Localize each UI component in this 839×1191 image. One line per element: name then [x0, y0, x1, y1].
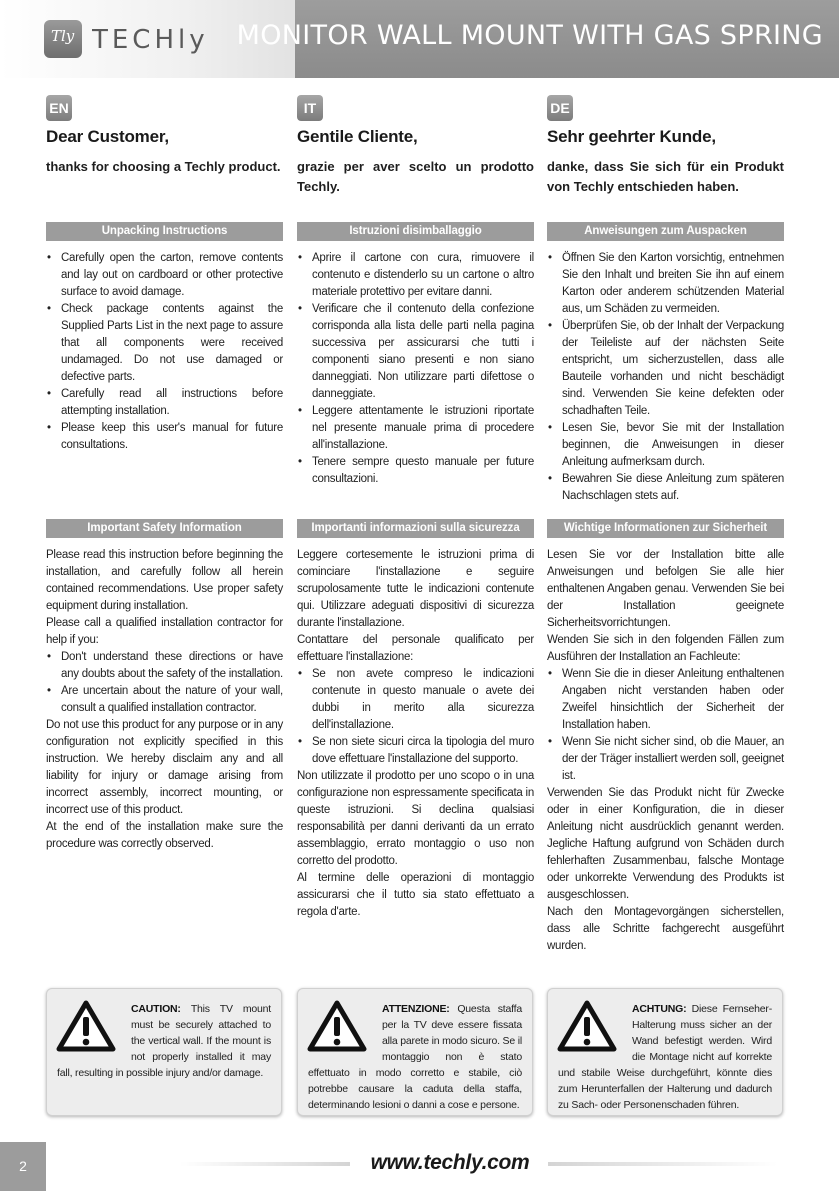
- lang-badge-it: IT: [297, 95, 323, 121]
- list-item: • Öffnen Sie den Karton vorsichtig, entnehmen Sie den Inhalt und breiten Sie ihn auf einem Karton oder anderem schützenden Material aus, um Schäden zu vermeiden.: [547, 250, 784, 318]
- list-item: • Are uncertain about the nature of your wall, consult a qualified installation contractor.: [46, 683, 283, 717]
- list-item: • Se non siete sicuri circa la tipologia del muro dove effettuare l'installazione del supporto.: [297, 734, 534, 768]
- website-link[interactable]: www.techly.com: [370, 1151, 530, 1174]
- caution-text-en: [57, 1001, 271, 1081]
- paragraph: Wenden Sie sich in den folgenden Fällen zum Ausführen der Installation an Fachleute:: [547, 634, 784, 663]
- safety-body-en: [46, 547, 283, 853]
- paragraph: Nach den Montagevorgängen sicherstellen, dass alle Schritte fachgerecht ausgeführt wurden.: [547, 906, 784, 952]
- lang-badge-de: DE: [547, 95, 573, 121]
- thanks-it: grazie per aver scelto un prodotto Techly.: [297, 159, 534, 194]
- list-item: • Se non avete compreso le indicazioni contenute in questo manuale o avete dei dubbi in merito alla sicurezza dell'installazione.: [297, 666, 534, 734]
- safety-list-en: [46, 649, 283, 717]
- greeting-de: Sehr geehrter Kunde,: [547, 127, 716, 146]
- techly-logo-mark: [44, 20, 82, 58]
- logo-mark-text: Tly: [51, 27, 75, 45]
- unpacking-title-de: Anweisungen zum Auspacken: [547, 222, 784, 241]
- caution-body-en: This TV mount must be securely attached to the vertical wall. If the mount is not properly installed it may fall, resulting in possible injury and/or damage.: [57, 1003, 272, 1079]
- list-item: • Aprire il cartone con cura, rimuovere il contenuto e distenderlo su un cartone o altro materiale protettivo per evitare danni.: [297, 250, 534, 301]
- paragraph: Verwenden Sie das Produkt nicht für Zwecke oder in einer Konfiguration, die in dieser Anleitung nicht ausdrücklich genannt werden. Jegliche Haftung aufgrund von Schäden durch fehlerhaften Zusammenbau, falsche Montage oder unkorrekte Verwendung des Produkts ist ausgeschlossen.: [547, 787, 784, 901]
- list-item: • Don't understand these directions or have any doubts about the safety of the installation.: [46, 649, 283, 683]
- greeting-it: Gentile Cliente,: [297, 127, 418, 146]
- paragraph: Please call a qualified installation contractor for help if you:: [46, 617, 283, 646]
- caution-body-de: Diese Fernseher-Halterung muss sicher an der Wand befestigt werden. Wird die Montage nicht auf korrekte und stabile Weise durchgeführt, könnte dies zum Herunterfallen der Halterung und dadurch zu Sach- oder Personenschaden führen.: [558, 1003, 772, 1111]
- paragraph: At the end of the installation make sure the procedure was correctly observed.: [46, 821, 283, 850]
- safety-title-de: Wichtige Informationen zur Sicherheit: [547, 519, 784, 538]
- thanks-en: thanks for choosing a Techly product.: [46, 159, 281, 174]
- safety-body-it: [297, 547, 534, 921]
- paragraph: Contattare del personale qualificato per effettuare l'installazione:: [297, 634, 534, 663]
- paragraph: Leggere cortesemente le istruzioni prima di cominciare l'installazione e seguire scrupolosamente tutte le indicazioni contenute qui. Utilizzare adeguati dispositivi di sicurezza durante l'installazione.: [297, 549, 534, 629]
- title-bar: [236, 0, 839, 78]
- paragraph: Do not use this product for any purpose or in any configuration not explicitly specified in this instruction. We hereby disclaim any and all liability for injury or damage arising from incorrect assembly, incorrect mounting, or incorrect use of this product.: [46, 719, 283, 816]
- paragraph: Lesen Sie vor der Installation bitte alle Anweisungen und befolgen Sie alle hier enthaltenen Angaben genau. Verwenden Sie bei der Installation geeignete Sicherheitsvorrichtungen.: [547, 549, 784, 629]
- unpacking-list-it: [297, 250, 534, 488]
- safety-body-de: [547, 547, 784, 955]
- caution-text-it: [308, 1001, 522, 1113]
- logo-wordmark-text: TECHly: [92, 25, 209, 55]
- greeting-en: Dear Customer,: [46, 127, 169, 146]
- paragraph: Al termine delle operazioni di montaggio assicurarsi che il tutto sia stato effettuato a regola d'arte.: [297, 872, 534, 918]
- caution-body-it: Questa staffa per la TV deve essere fissata alla parete in modo sicuro. Se il montaggio non è stato effettuato in modo corretto e stabile, ciò potrebbe causare la caduta della staffa, determinando lesioni o danni a cose e persone.: [308, 1003, 522, 1111]
- caution-label-en: CAUTION:: [131, 1003, 181, 1015]
- caution-label-it: ATTENZIONE:: [382, 1003, 450, 1015]
- list-item: • Wenn Sie nicht sicher sind, ob die Mauer, an der der Träger installiert werden soll, geeignet ist.: [547, 734, 784, 785]
- page-title: MONITOR WALL MOUNT WITH GAS SPRING: [236, 20, 823, 51]
- list-item: • Überprüfen Sie, ob der Inhalt der Verpackung der Teileliste auf der nächsten Seite entspricht, um sicherzustellen, dass alle Bauteile vorhanden und nicht beschädigt sind. Verwenden Sie keine defekten oder schadhaften Teile.: [547, 318, 784, 420]
- list-item: • Please keep this user's manual for future consultations.: [46, 420, 283, 454]
- unpacking-list-de: [547, 250, 784, 505]
- unpacking-title-en: Unpacking Instructions: [46, 222, 283, 241]
- footer-divider-right: [548, 1162, 778, 1166]
- safety-list-it: [297, 666, 534, 768]
- unpacking-title-it: Istruzioni disimballaggio: [297, 222, 534, 241]
- caution-box-de: [547, 988, 783, 1116]
- caution-text-de: [558, 1001, 772, 1113]
- list-item: • Verificare che il contenuto della confezione corrisponda alla lista delle parti nella pagina successiva per assicurarsi che tutti i componenti siano presenti e non siano danneggiati. Non utilizzare parti difettose o danneggiate.: [297, 301, 534, 403]
- safety-title-en: Important Safety Information: [46, 519, 283, 538]
- paragraph: Please read this instruction before beginning the installation, and carefully follow all herein contained recommendations. Use proper safety equipment during installation.: [46, 549, 283, 612]
- caution-box-it: [297, 988, 533, 1116]
- list-item: • Wenn Sie die in dieser Anleitung enthaltenen Angaben nicht verstanden haben oder Zweifel hinsichtlich der Sicherheit der Installation haben.: [547, 666, 784, 734]
- thanks-de: danke, dass Sie sich für ein Produkt von Techly entschieden haben.: [547, 159, 784, 194]
- unpacking-list-en: [46, 250, 283, 454]
- lang-badge-en: EN: [46, 95, 72, 121]
- page-header: [0, 0, 839, 78]
- footer-divider-left: [180, 1162, 350, 1166]
- list-item: • Check package contents against the Supplied Parts List in the next page to assure that all components were received undamaged. Do not use damaged or defective parts.: [46, 301, 283, 386]
- list-item: • Tenere sempre questo manuale per future consultazioni.: [297, 454, 534, 488]
- caution-label-de: ACHTUNG:: [632, 1003, 687, 1015]
- safety-list-de: [547, 666, 784, 785]
- list-item: • Lesen Sie, bevor Sie mit der Installation beginnen, die Anweisungen in dieser Anleitung aufmerksam durch.: [547, 420, 784, 471]
- paragraph: Non utilizzate il prodotto per uno scopo o in una configurazione non espressamente specificata in queste istruzioni. Si declina qualsiasi responsabilità per danni derivanti da un errato assemblaggio, errato montaggio o uso non corretto del prodotto.: [297, 770, 534, 867]
- list-item: • Carefully open the carton, remove contents and lay out on cardboard or other protective surface to avoid damage.: [46, 250, 283, 301]
- list-item: • Bewahren Sie diese Anleitung zum späteren Nachschlagen stets auf.: [547, 471, 784, 505]
- safety-title-it: Importanti informazioni sulla sicurezza: [297, 519, 534, 538]
- column-en: [46, 95, 283, 850]
- column-it: [297, 95, 534, 918]
- column-de: [547, 95, 784, 952]
- list-item: • Leggere attentamente le istruzioni riportate nel presente manuale prima di procedere all'installazione.: [297, 403, 534, 454]
- caution-box-en: [46, 988, 282, 1116]
- page-number: 2: [0, 1142, 46, 1191]
- list-item: • Carefully read all instructions before attempting installation.: [46, 386, 283, 420]
